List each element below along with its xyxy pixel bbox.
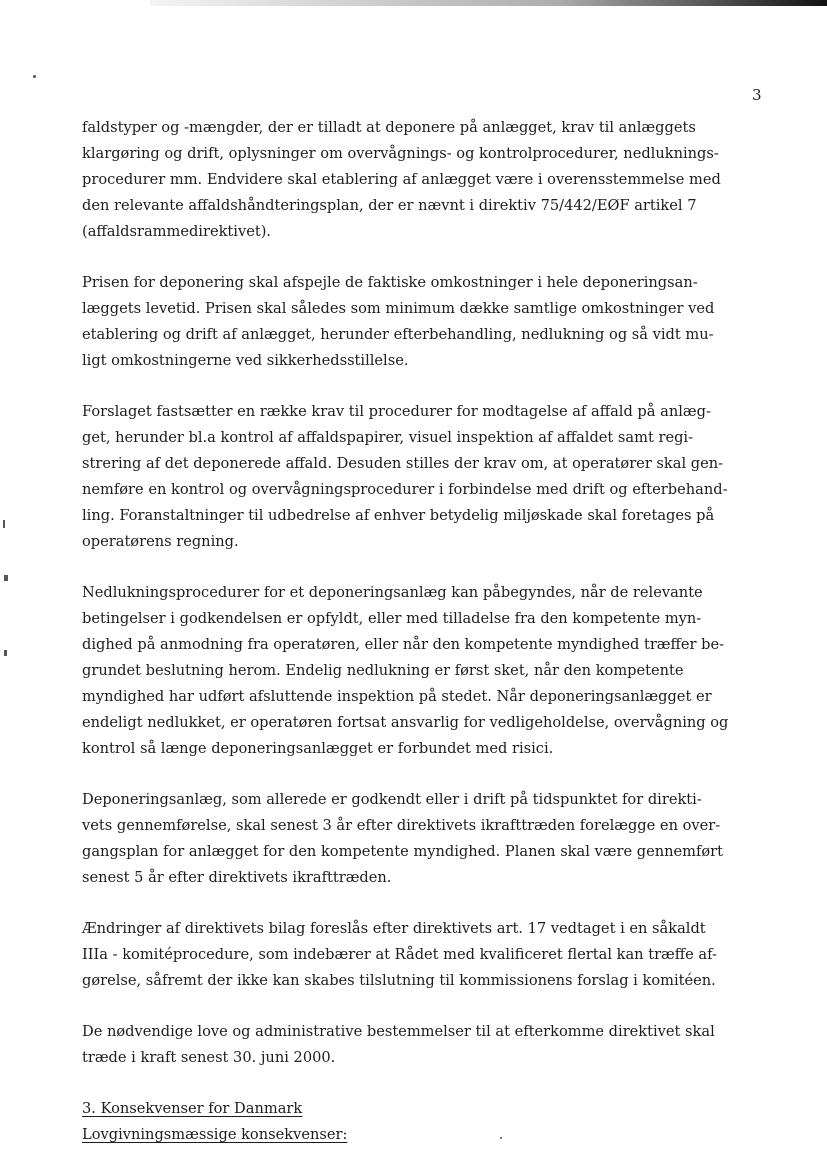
text-line: get, herunder bl.a kontrol af affaldspapirer, visuel inspektion af affaldet samt regi- <box>82 429 694 446</box>
text-line: Nedlukningsprocedurer for et deponeringsanlæg kan påbegyndes, når de relevante <box>82 584 703 601</box>
text-line: operatørens regning. <box>82 533 239 550</box>
text-line: kontrol så længe deponeringsanlægget er forbundet med risici. <box>82 740 554 757</box>
text-line: senest 5 år efter direktivets ikrafttræden. <box>82 869 392 886</box>
scan-speck <box>4 650 7 656</box>
text-line: gørelse, såfremt der ikke kan skabes tilslutning til kommissionens forslag i komitéen. <box>82 972 716 989</box>
text-line: myndighed har udført afsluttende inspektion på stedet. Når deponeringsanlægget er <box>82 688 712 705</box>
paragraph <box>82 399 772 555</box>
subsection-heading: Lovgivningsmæssige konsekvenser: <box>82 1126 348 1143</box>
text-line: strering af det deponerede affald. Desuden stilles der krav om, at operatører skal gen- <box>82 455 724 472</box>
scan-speck <box>33 75 36 78</box>
text-line: grundet beslutning herom. Endelig nedlukning er først sket, når den kompetente <box>82 662 684 679</box>
text-line: Forslaget fastsætter en række krav til procedurer for modtagelse af affald på anlæg- <box>82 403 711 420</box>
text-line: endeligt nedlukket, er operatøren fortsat ansvarlig for vedligeholdelse, overvågning og <box>82 714 729 731</box>
text-line: nemføre en kontrol og overvågningsprocedurer i forbindelse med drift og efterbehand- <box>82 481 728 498</box>
text-line: Ændringer af direktivets bilag foreslås efter direktivets art. 17 vedtaget i en såkaldt <box>82 920 706 937</box>
text-line: vets gennemførelse, skal senest 3 år efter direktivets ikrafttræden forelægge en over- <box>82 817 721 834</box>
text-line: den relevante affaldshåndteringsplan, der er nævnt i direktiv 75/442/EØF artikel 7 <box>82 197 697 214</box>
text-line: faldstyper og -mængder, der er tilladt at deponere på anlægget, krav til anlæggets <box>82 119 696 136</box>
text-line: dighed på anmodning fra operatøren, eller når den kompetente myndighed træffer be- <box>82 636 725 653</box>
text-line: IIIa - komitéprocedure, som indebærer at Rådet med kvalificeret flertal kan træffe af- <box>82 946 717 963</box>
text-line: ligt omkostningerne ved sikkerhedsstillelse. <box>82 352 409 369</box>
text-line: læggets levetid. Prisen skal således som minimum dække samtlige omkostninger ved <box>82 300 715 317</box>
scan-speck <box>4 575 8 581</box>
text-line: ling. Foranstaltninger til udbedrelse af enhver betydelig miljøskade skal foretages på <box>82 507 715 524</box>
text-line: (affaldsrammedirektivet). <box>82 223 272 240</box>
text-line: betingelser i godkendelsen er opfyldt, eller med tilladelse fra den kompetente myn- <box>82 610 702 627</box>
paragraph <box>82 787 772 891</box>
document-body <box>82 115 772 1148</box>
paragraph <box>82 916 772 994</box>
text-line: Prisen for deponering skal afspejle de faktiske omkostninger i hele deponeringsan- <box>82 274 698 291</box>
text-line: De nødvendige love og administrative bestemmelser til at efterkomme direktivet skal <box>82 1023 715 1040</box>
text-line: procedurer mm. Endvidere skal etablering af anlægget være i overensstemmelse med <box>82 171 721 188</box>
text-line: etablering og drift af anlægget, herunder efterbehandling, nedlukning og så vidt mu- <box>82 326 714 343</box>
page-number: 3 <box>752 86 762 104</box>
text-line: gangsplan for anlægget for den kompetente myndighed. Planen skal være gennemført <box>82 843 724 860</box>
text-line: træde i kraft senest 30. juni 2000. <box>82 1049 336 1066</box>
paragraph <box>82 115 772 245</box>
text-line: klargøring og drift, oplysninger om overvågnings- og kontrolprocedurer, nedluknings- <box>82 145 719 162</box>
scan-speck <box>3 520 5 528</box>
scan-edge-bar <box>150 0 827 6</box>
text-line: Deponeringsanlæg, som allerede er godkendt eller i drift på tidspunktet for direkti- <box>82 791 702 808</box>
paragraph <box>82 270 772 374</box>
section-heading: 3. Konsekvenser for Danmark <box>82 1100 303 1117</box>
paragraph <box>82 1019 772 1071</box>
section-heading-block <box>82 1096 772 1148</box>
paragraph <box>82 580 772 762</box>
